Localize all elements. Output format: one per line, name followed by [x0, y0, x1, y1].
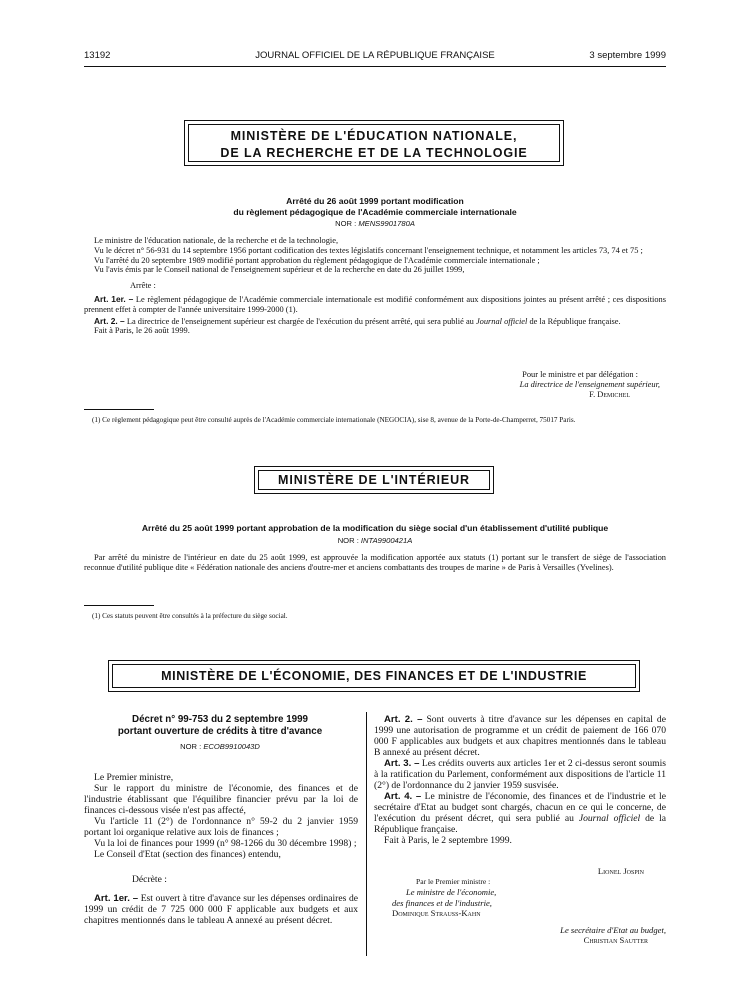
- signature-delegation: Pour le ministre et par délégation :: [522, 370, 638, 379]
- header-rule: [84, 66, 666, 67]
- economy-article-3-label: Art. 3. –: [384, 758, 420, 769]
- preamble-conseil-etat: Le Conseil d'Etat (section des finances) entendu,: [94, 849, 281, 860]
- fait-a-paris: Fait à Paris, le 26 août 1999.: [94, 326, 190, 336]
- article-2: [84, 317, 666, 327]
- footnote-interior: (1) Ces statuts peuvent être consultés à la préfecture du siège social.: [92, 612, 288, 620]
- decree-title-interior: Arrêté du 25 août 1999 portant approbation de la modification du siège social d'un établissement d'utilité publique: [141, 523, 609, 533]
- signature-par-premier-ministre: Par le Premier ministre :: [416, 876, 491, 886]
- signature-block-education: [380, 370, 660, 400]
- signature-name: F. Demichel: [589, 390, 630, 399]
- decree-body-interior: [84, 553, 666, 573]
- ministry-education-line1: MINISTÈRE DE L'ÉDUCATION NATIONALE,: [230, 129, 518, 143]
- nor-reference-economy: [84, 742, 356, 752]
- decree-economy-right-column: [374, 714, 666, 846]
- nor-reference-education: [84, 219, 666, 229]
- decree-title-line2: du règlement pédagogique de l'Académie commerciale internationale: [233, 206, 517, 217]
- article-2-label: Art. 2. –: [94, 315, 125, 326]
- interior-paragraph: Par arrêté du ministre de l'intérieur en date du 25 août 1999, est approuvée la modification apportée aux statuts (1) portant sur le transfert de siège de l'association reconnue d'utilité publique dite « Fédération nationale des anciens d'outre-mer et anciens combattants des troupes de marine » de Paris à Versailles (Yvelines).: [84, 553, 666, 572]
- preamble-vu-decret: Vu le décret n° 56-931 du 14 septembre 1956 portant codification des textes législatifs concernant l'enseignement technique, et notamment les articles 73, 74 et 75 ;: [94, 245, 643, 255]
- economy-article-4-text-end: de la République française.: [374, 813, 666, 835]
- ministry-interior-heading: [254, 466, 494, 494]
- footnote-rule-1: [84, 409, 154, 410]
- nor-code: ECOB9910043D: [203, 742, 260, 751]
- decree-economy-title-line2: portant ouverture de crédits à titre d'avance: [117, 725, 323, 737]
- economy-article-4-text: Le ministre de l'économie, des finances et de l'industrie et le secrétaire d'Etat au budget sont chargés, chacun en ce qui le concerne, de l'exécution du présent décret, qui sera publié au: [374, 791, 666, 824]
- economy-article-1-label: Art. 1er. –: [94, 893, 139, 904]
- preamble-premier-ministre: Le Premier ministre,: [94, 772, 174, 783]
- economy-article-2-text: Sont ouverts à titre d'avance sur les dépenses en capital de 1999 une autorisation de programme et un crédit de paiement de 166 070 000 F applicables aux budgets et aux chapitres mentionnés dans le tableau B annexé au présent décret.: [374, 714, 666, 758]
- nor-label: NOR :: [337, 536, 361, 545]
- journal-officiel-ref: Journal officiel: [475, 316, 528, 326]
- ministry-education-heading: [184, 120, 564, 166]
- nor-reference-interior: [84, 536, 666, 546]
- article-1-text: Le règlement pédagogique de l'Académie commerciale internationale est modifié conformément aux dispositions jointes au présent arrêté ; ces dispositions prennent effet à compter de l'année universitaire 1999-2000 (1).: [84, 294, 666, 314]
- nor-label: NOR :: [335, 219, 359, 228]
- decree-title-economy: [84, 714, 356, 737]
- page-header: [84, 50, 666, 64]
- ministry-interior-text: MINISTÈRE DE L'INTÉRIEUR: [278, 473, 470, 487]
- arrete-label: Arrête :: [130, 281, 156, 291]
- signature-title: La directrice de l'enseignement supérieur,: [519, 380, 660, 389]
- page-number: 13192: [84, 50, 111, 61]
- decree-body-education: [84, 236, 666, 336]
- signature-block-economy: [374, 866, 666, 946]
- signature-secretaire-title: Le secrétaire d'Etat au budget,: [560, 924, 666, 935]
- economy-article-3-text: Les crédits ouverts aux articles 1er et 2 ci-dessus seront soumis à la ratification du Parlement, conformément aux dispositions de l'article 11 (2°) de l'ordonnance du 2 janvier 1959 susvisée.: [374, 758, 666, 791]
- economy-article-1-text: Est ouvert à titre d'avance sur les dépenses ordinaires de 1999 un crédit de 7 725 000 000 F applicable aux budgets et aux chapitres mentionnés dans le tableau A annexé au présent décret.: [84, 893, 359, 926]
- preamble-vu-ordonnance: Vu l'article 11 (2°) de l'ordonnance n° 59-2 du 2 janvier 1959 portant loi organique relative aux lois de finances ;: [84, 816, 358, 838]
- decree-economy-left-column: [84, 772, 358, 926]
- ministry-economy-heading: [108, 660, 640, 692]
- column-divider: [366, 712, 367, 956]
- preamble-vu-arrete: Vu l'arrêté du 20 septembre 1989 modifié portant approbation du règlement pédagogique de l'Académie commerciale internationale ;: [94, 255, 540, 265]
- economy-article-4: [374, 791, 666, 835]
- signature-ministre-title-1: Le ministre de l'économie,: [406, 887, 497, 897]
- ministry-education-line2: DE LA RECHERCHE ET DE LA TECHNOLOGIE: [220, 146, 528, 160]
- signature-ministre-name: Dominique Strauss-Kahn: [392, 908, 481, 918]
- issue-date: 3 septembre 1999: [589, 50, 666, 61]
- journal-title: JOURNAL OFFICIEL DE LA RÉPUBLIQUE FRANÇAISE: [255, 50, 495, 61]
- signature-secretaire-name: Christian Sautter: [583, 935, 648, 945]
- decrete-label: Décrète :: [132, 874, 167, 885]
- economy-article-3: [374, 758, 666, 791]
- article-2-text-end: de la République française.: [527, 316, 621, 326]
- journal-officiel-ref: Journal officiel: [578, 813, 641, 824]
- economy-article-2: [374, 714, 666, 758]
- signature-premier-ministre: Lionel Jospin: [597, 866, 644, 876]
- decree-title-education: [84, 196, 666, 217]
- nor-label: NOR :: [180, 742, 204, 751]
- decree-title-line1: Arrêté du 26 août 1999 portant modification: [286, 196, 464, 206]
- footnote-education: (1) Ce règlement pédagogique peut être consulté auprès de l'Académie commerciale internationale (NEGOCIA), sise 8, avenue de la Porte-de-Champerret, 75017 Paris.: [92, 416, 576, 424]
- economy-article-1: [84, 893, 358, 926]
- article-2-text: La directrice de l'enseignement supérieur est chargée de l'exécution du présent arrêté, qui sera publié au: [124, 316, 476, 326]
- article-1-label: Art. 1er. –: [94, 293, 134, 304]
- article-1: [84, 295, 666, 315]
- nor-code: INTA9900421A: [360, 536, 413, 545]
- decree-economy-title-line1: Décret n° 99-753 du 2 septembre 1999: [132, 714, 308, 725]
- preamble-sur-le-rapport: Sur le rapport du ministre de l'économie, des finances et de l'industrie établissant que l'équilibre financier prévu par la loi de finances ci-dessous visée n'est pas affecté,: [84, 783, 358, 816]
- nor-code: MENS9901780A: [358, 219, 415, 228]
- economy-article-4-label: Art. 4. –: [384, 791, 422, 802]
- preamble-minister: Le ministre de l'éducation nationale, de la recherche et de la technologie,: [94, 236, 339, 245]
- ministry-economy-text: MINISTÈRE DE L'ÉCONOMIE, DES FINANCES ET DE L'INDUSTRIE: [161, 669, 587, 683]
- economy-article-2-label: Art. 2. –: [384, 714, 423, 725]
- preamble-vu-avis: Vu l'avis émis par le Conseil national de l'enseignement supérieur et de la recherche en date du 26 juillet 1999,: [94, 265, 465, 275]
- footnote-rule-2: [84, 605, 154, 606]
- economy-fait-a-paris: Fait à Paris, le 2 septembre 1999.: [384, 835, 512, 846]
- signature-ministre-title-2: des finances et de l'industrie,: [392, 897, 492, 908]
- preamble-vu-loi-finances: Vu la loi de finances pour 1999 (n° 98-1266 du 30 décembre 1998) ;: [94, 838, 357, 849]
